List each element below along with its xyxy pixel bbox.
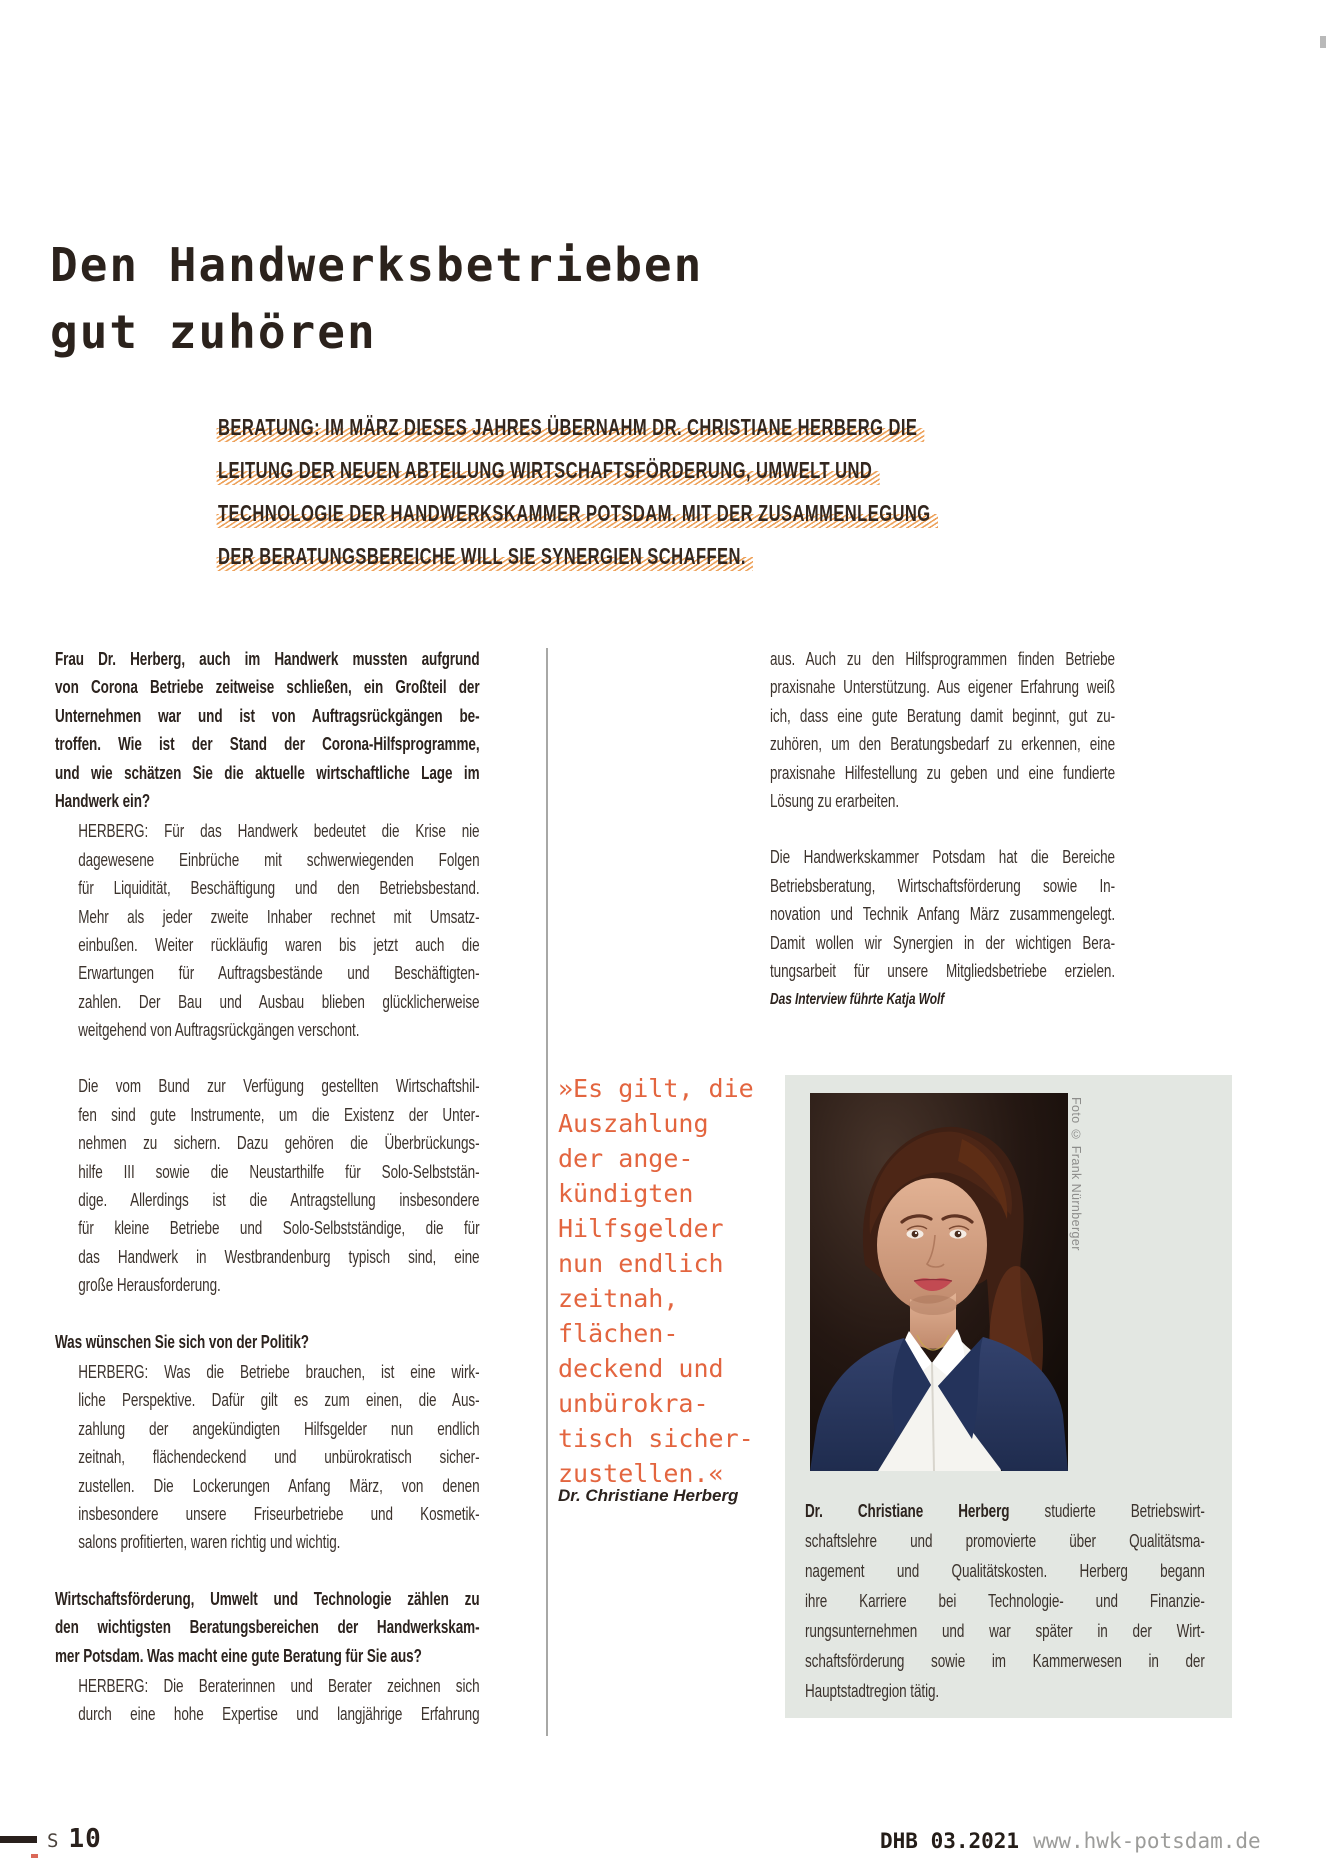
article-paragraph	[55, 1358, 480, 1557]
bio-name-line: Dr. Christiane Herberg studierte Betriebswirt-	[805, 1501, 1205, 1521]
interview-question	[55, 645, 480, 815]
article-paragraph	[770, 645, 1115, 815]
text-line: aus. Auch zu den Hilfsprogrammen finden Betriebe	[770, 649, 1115, 669]
footer-rule	[0, 1836, 37, 1843]
page-number	[47, 1824, 102, 1854]
text-line: praxisnahe Hilfestellung zu geben und eine fundierte	[770, 762, 1115, 783]
text-line: Damit wollen wir Synergien in der wichtigen Bera-	[770, 932, 1115, 953]
pull-quote-line: unbürokra-	[558, 1389, 709, 1418]
article-left-column	[55, 645, 480, 1729]
pull-quote-line: kündigten	[558, 1179, 694, 1208]
page-trim-mark	[1320, 36, 1326, 48]
text-line: das Handwerk in Westbrandenburg typisch sind, eine	[78, 1246, 480, 1267]
text-line: ich, dass eine gute Beratung damit beginnt, gut zu-	[770, 705, 1115, 726]
issue-label: DHB 03.2021	[880, 1829, 1020, 1853]
text-line: dige. Allerdings ist die Antragstellung insbesondere	[78, 1190, 480, 1211]
bio-name: Dr. Christiane Herberg	[805, 1501, 1010, 1521]
text-line: einbußen. Weiter rückläufig waren bis jetzt auch die	[78, 934, 480, 955]
article-title-line: Den Handwerksbetrieben	[50, 238, 704, 292]
text-line: und wie schätzen Sie die aktuelle wirtschaftliche Lage im	[55, 762, 480, 783]
pull-quote-line: »Es gilt, die	[558, 1074, 754, 1103]
text-line: rungsunternehmen und war später in der Wirt-	[805, 1621, 1205, 1641]
text-line: Wirtschaftsförderung, Umwelt und Technologie zählen zu	[55, 1588, 480, 1609]
text-line: Erwartungen für Auftragsbestände und Beschäftigten-	[78, 963, 480, 984]
text-line: ihre Karriere bei Technologie- und Finanzie-	[805, 1591, 1205, 1611]
pull-quote-line: Hilfsgelder	[558, 1214, 724, 1243]
text-line: zahlen. Der Bau und Ausbau blieben glücklicherweise	[78, 991, 480, 1012]
text-line: mer Potsdam. Was macht eine gute Beratung für Sie aus?	[55, 1645, 422, 1666]
interview-question	[55, 1585, 480, 1670]
text-line: von Corona Betriebe zeitweise schließen, ein Großteil der	[55, 677, 480, 698]
portrait-photo	[810, 1093, 1068, 1471]
article-paragraph	[55, 1672, 480, 1729]
print-registration-mark	[31, 1854, 38, 1858]
pull-quote-line: zustellen.«	[558, 1459, 724, 1488]
text-line: Die vom Bund zur Verfügung gestellten Wirtschaftshil-	[78, 1076, 480, 1097]
pull-quote-line: Auszahlung	[558, 1109, 709, 1138]
text-line: für Liquidität, Beschäftigung und den Betriebsbestand.	[78, 878, 480, 899]
text-line: insbesondere unsere Friseurbetriebe und Kosmetik-	[78, 1503, 480, 1524]
photo-credit: Foto © Frank Nürnberger	[1069, 1097, 1083, 1251]
website-url: www.hwk-potsdam.de	[1033, 1829, 1261, 1853]
pull-quote-attribution: Dr. Christiane Herberg	[558, 1486, 739, 1505]
text-line: Was wünschen Sie sich von der Politik?	[55, 1331, 309, 1352]
article-paragraph	[55, 1072, 480, 1299]
text-line: salons profitierten, waren richtig und wichtig.	[78, 1532, 341, 1553]
text-line: HERBERG: Für das Handwerk bedeutet die Krise nie	[78, 821, 480, 842]
interviewer-credit	[770, 989, 1115, 1011]
page-number-label: S	[47, 1830, 60, 1852]
footer-issue-info	[880, 1829, 1261, 1853]
pull-quote-line: deckend und	[558, 1354, 724, 1383]
text-line: fen sind gute Instrumente, um die Existenz der Unter-	[78, 1104, 480, 1125]
text-line: HERBERG: Was die Betriebe brauchen, ist eine wirk-	[78, 1361, 480, 1382]
page-number-value: 10	[68, 1824, 102, 1854]
text-line: zahlung der angekündigten Hilfsgelder nun endlich	[78, 1418, 480, 1439]
pull-quote-line: tisch sicher-	[558, 1424, 754, 1453]
text-line: praxisnahe Unterstützung. Aus eigener Erfahrung weiß	[770, 677, 1115, 698]
text-line: Hauptstadtregion tätig.	[805, 1681, 940, 1701]
article-right-column	[770, 645, 1115, 1011]
text-line: zuhören, um den Beratungsbedarf zu erkennen, eine	[770, 734, 1115, 755]
column-divider	[546, 648, 548, 1736]
text-line: zustellen. Die Lockerungen Anfang März, von denen	[78, 1475, 480, 1496]
text-line: zeitnah, flächendeckend und unbürokratisch sicher-	[78, 1447, 480, 1468]
pull-quote-line: flächen-	[558, 1319, 679, 1348]
text-line: durch eine hohe Expertise und langjährige Erfahrung	[78, 1704, 480, 1725]
article-title-line: gut zuhören	[50, 305, 377, 359]
article-paragraph	[770, 843, 1115, 985]
text-line: schaftslehre und promovierte über Qualitätsma-	[805, 1531, 1205, 1551]
lead-line: BERATUNG: IM MÄRZ DIESES JAHRES ÜBERNAHM DR. CHRISTIANE HERBERG DIE	[218, 406, 917, 449]
text-line: Das Interview führte Katja Wolf	[770, 991, 945, 1009]
text-line: Frau Dr. Herberg, auch im Handwerk mussten aufgrund	[55, 649, 480, 669]
pull-quote-line: zeitnah,	[558, 1284, 679, 1313]
article-paragraph	[55, 817, 480, 1044]
text-line: große Herausforderung.	[78, 1275, 221, 1296]
lead-line: TECHNOLOGIE DER HANDWERKSKAMMER POTSDAM. MIT DER ZUSAMMENLEGUNG	[218, 492, 931, 535]
text-line: Lösung zu erarbeiten.	[770, 790, 900, 811]
text-line: schaftsförderung sowie im Kammerwesen in der	[805, 1651, 1205, 1671]
text-line: Handwerk ein?	[55, 790, 151, 811]
text-line: novation und Technik Anfang März zusammengelegt.	[770, 904, 1115, 925]
text-line: Mehr als jeder zweite Inhaber rechnet mit Umsatz-	[78, 906, 480, 927]
interview-question	[55, 1328, 480, 1356]
pull-quote-line: nun endlich	[558, 1249, 724, 1278]
pull-quote	[558, 1071, 754, 1491]
text-line: HERBERG: Die Beraterinnen und Berater zeichnen sich	[78, 1675, 480, 1696]
pull-quote-line: der ange-	[558, 1144, 694, 1173]
text-line: troffen. Wie ist der Stand der Corona-Hilfsprogramme,	[55, 734, 480, 755]
article-lead	[218, 406, 931, 578]
portrait-bio	[805, 1496, 1205, 1706]
text-line: hilfe III sowie die Neustarthilfe für Solo-Selbststän-	[78, 1161, 480, 1182]
text-line: Unternehmen war und ist von Auftragsrückgängen be-	[55, 705, 480, 726]
article-title	[50, 232, 703, 366]
lead-line: DER BERATUNGSBEREICHE WILL SIE SYNERGIEN SCHAFFEN.	[218, 535, 746, 578]
text-line: nehmen zu sichern. Dazu gehören die Überbrückungs-	[78, 1133, 480, 1154]
portrait-panel	[785, 1075, 1232, 1718]
text-line: Betriebsberatung, Wirtschaftsförderung sowie In-	[770, 875, 1115, 896]
text-line: liche Perspektive. Dafür gilt es zum einen, die Aus-	[78, 1390, 480, 1411]
text-line: für kleine Betriebe und Solo-Selbstständige, die für	[78, 1218, 480, 1239]
text-line: Die Handwerkskammer Potsdam hat die Bereiche	[770, 847, 1115, 868]
text-line: den wichtigsten Beratungsbereichen der Handwerkskam-	[55, 1617, 480, 1638]
lead-line: LEITUNG DER NEUEN ABTEILUNG WIRTSCHAFTSFÖRDERUNG, UMWELT UND	[218, 449, 872, 492]
text-line: dagewesene Einbrüche mit schwerwiegenden Folgen	[78, 849, 480, 870]
text-line: tungsarbeit für unsere Mitgliedsbetriebe erzielen.	[770, 960, 1115, 981]
text-line: nagement und Qualitätskosten. Herberg begann	[805, 1561, 1205, 1581]
text-line: weitgehend von Auftragsrückgängen verschont.	[78, 1020, 360, 1041]
